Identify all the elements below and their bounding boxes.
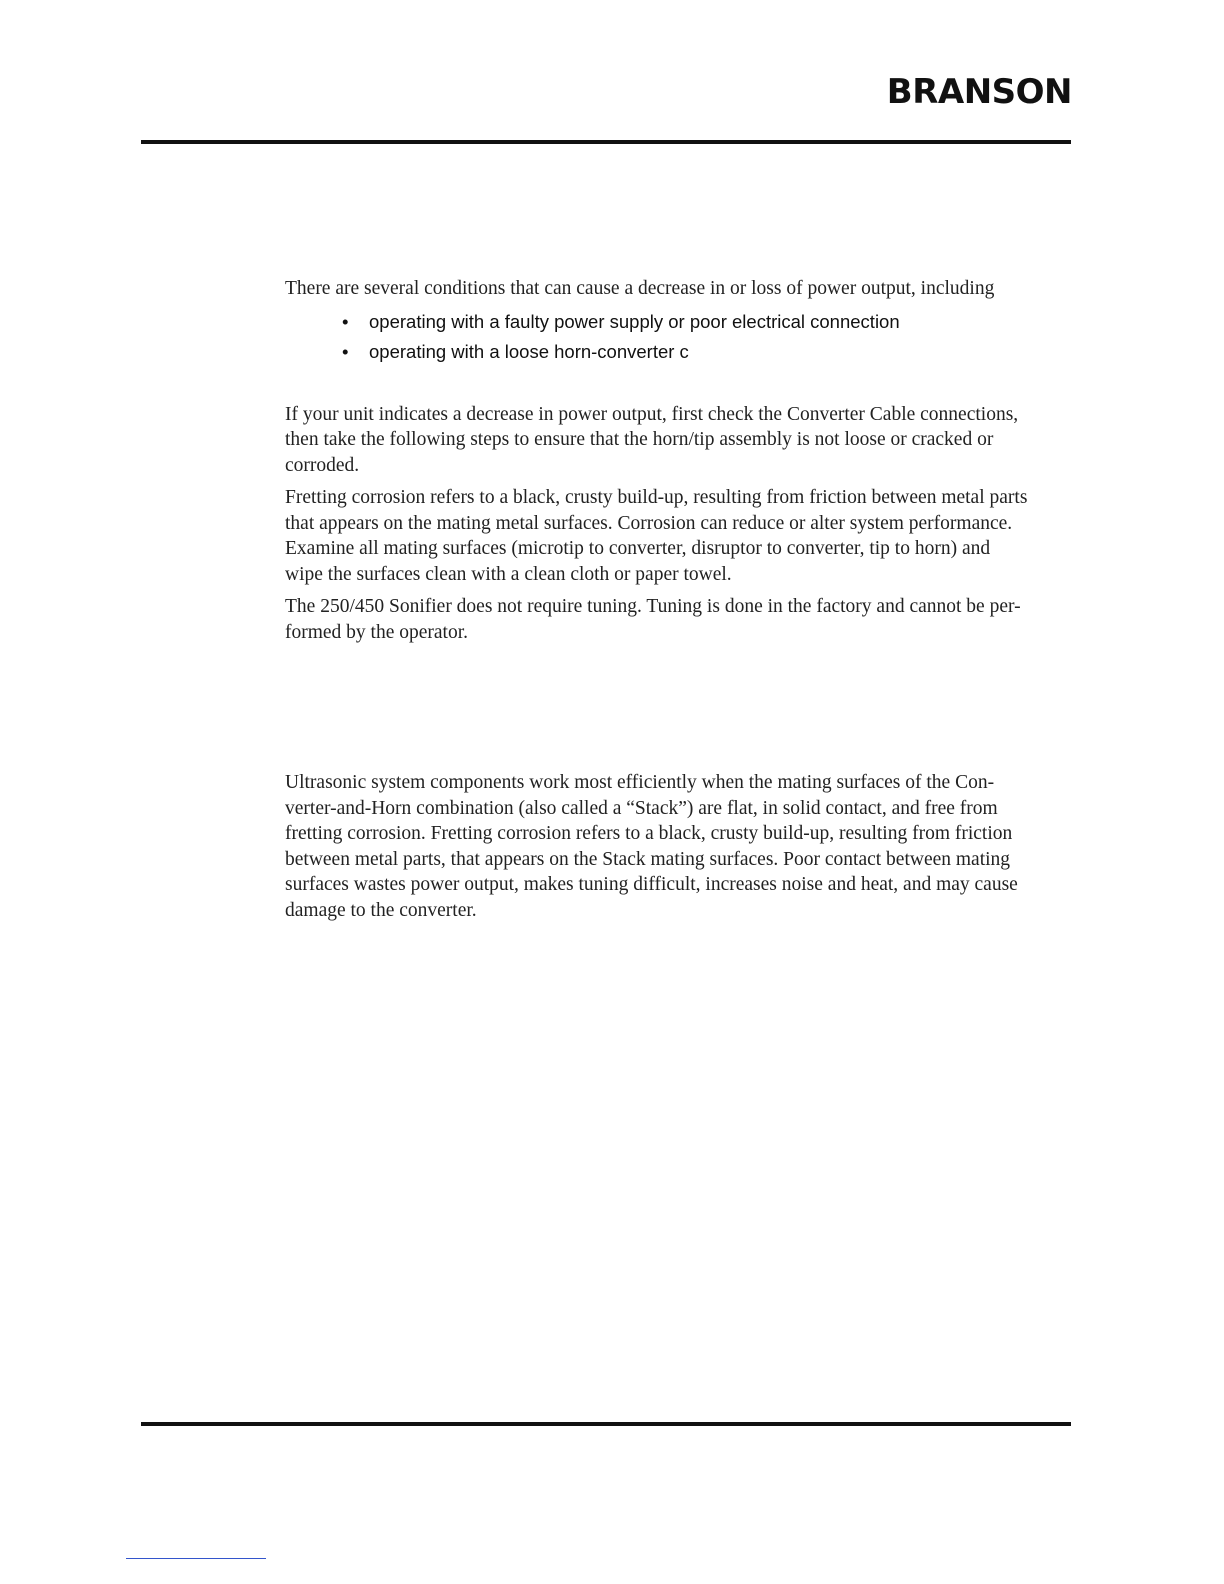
bullet-icon: • xyxy=(342,310,349,332)
header-rule xyxy=(141,140,1071,144)
list-item-text: operating with a faulty power supply or poor electrical connection xyxy=(369,310,900,332)
text-line: surfaces wastes power output, makes tuning difficult, increases noise and heat, and may cause xyxy=(285,874,1018,895)
text-line: corroded. xyxy=(285,454,360,476)
power-conditions-list xyxy=(285,307,1075,367)
text-line: that appears on the mating metal surfaces. Corrosion can reduce or alter system performance. xyxy=(285,512,1013,534)
stack-surfaces-paragraph xyxy=(285,770,1075,923)
footer-rule xyxy=(141,1422,1071,1426)
tuning-paragraph xyxy=(285,594,1075,645)
text-line: between metal parts, that appears on the Stack mating surfaces. Poor contact between mating xyxy=(285,848,1011,870)
text-line: formed by the operator. xyxy=(285,621,469,643)
text-line: Fretting corrosion refers to a black, crusty build-up, resulting from friction between metal parts xyxy=(285,487,1028,508)
text-line: fretting corrosion. Fretting corrosion refers to a black, crusty build-up, resulting from friction xyxy=(285,823,1013,844)
branson-logo: BRANSON xyxy=(886,72,1072,112)
list-item-text: operating with a loose horn-converter c xyxy=(369,340,689,362)
fretting-corrosion-paragraph xyxy=(285,485,1075,587)
text-line: then take the following steps to ensure that the horn/tip assembly is not loose or cracked or xyxy=(285,429,994,450)
text-line: wipe the surfaces clean with a clean cloth or paper towel. xyxy=(285,563,732,585)
text-line: The 250/450 Sonifier does not require tuning. Tuning is done in the factory and cannot be per- xyxy=(285,596,1021,617)
power-intro-paragraph: There are several conditions that can cause a decrease in or loss of power output, including xyxy=(285,278,995,299)
footer-link-underline xyxy=(126,1558,266,1559)
text-line: If your unit indicates a decrease in power output, first check the Converter Cable connections, xyxy=(285,403,1019,425)
bullet-icon: • xyxy=(342,340,349,362)
list-item xyxy=(342,307,1075,337)
text-line: Ultrasonic system components work most efficiently when the mating surfaces of the Con- xyxy=(285,772,995,793)
text-line: damage to the converter. xyxy=(285,899,477,921)
text-line: Examine all mating surfaces (microtip to converter, disruptor to converter, tip to horn) and xyxy=(285,538,991,559)
check-connections-paragraph xyxy=(285,402,1075,479)
page-content xyxy=(285,276,1075,923)
text-line: verter-and-Horn combination (also called a “Stack”) are flat, in solid contact, and free from xyxy=(285,797,998,819)
list-item xyxy=(342,337,1075,367)
